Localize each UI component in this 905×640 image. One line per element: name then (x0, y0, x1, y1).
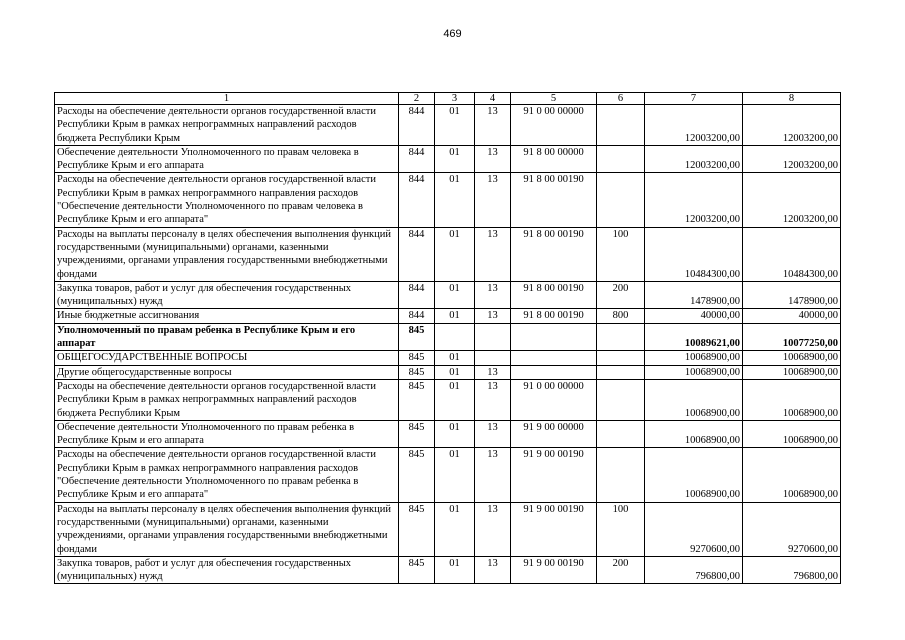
header-cell: 1 (55, 93, 399, 105)
table-row (55, 227, 841, 281)
row-expense-type-cell (597, 105, 645, 146)
row-amount-1-cell: 10068900,00 (645, 351, 743, 365)
header-cell: 2 (399, 93, 435, 105)
row-grbs-cell: 845 (399, 379, 435, 420)
row-grbs-cell: 844 (399, 173, 435, 227)
row-subsection-cell: 13 (475, 145, 511, 173)
row-expense-type-cell (597, 420, 645, 448)
table-row (55, 173, 841, 227)
row-expense-type-cell (597, 173, 645, 227)
row-amount-2-cell: 10484300,00 (743, 227, 841, 281)
row-section-cell: 01 (435, 365, 475, 379)
row-subsection-cell: 13 (475, 365, 511, 379)
row-expense-type-cell: 800 (597, 309, 645, 323)
row-section-cell: 01 (435, 420, 475, 448)
table-row (55, 281, 841, 309)
row-amount-1-cell: 10068900,00 (645, 420, 743, 448)
row-amount-2-cell: 796800,00 (743, 556, 841, 584)
row-section-cell (435, 323, 475, 351)
row-section-cell: 01 (435, 502, 475, 556)
header-cell: 4 (475, 93, 511, 105)
row-amount-1-cell: 10068900,00 (645, 448, 743, 502)
table-row (55, 365, 841, 379)
row-target-article-cell: 91 9 00 00190 (511, 556, 597, 584)
row-expense-type-cell (597, 351, 645, 365)
row-grbs-cell: 845 (399, 365, 435, 379)
table-header-row (55, 93, 841, 105)
row-amount-2-cell: 10068900,00 (743, 420, 841, 448)
row-subsection-cell: 13 (475, 448, 511, 502)
row-amount-1-cell: 1478900,00 (645, 281, 743, 309)
row-name-cell: Расходы на обеспечение деятельности органов государственной власти Республики Крым в рамках непрограммного направления расходов "Обеспечение деятельности Уполномоченного по правам ребенка в Республике Крым и его аппарата" (55, 448, 399, 502)
row-target-article-cell: 91 8 00 00190 (511, 309, 597, 323)
budget-table (54, 92, 841, 584)
row-target-article-cell: 91 8 00 00190 (511, 173, 597, 227)
row-amount-1-cell: 10089621,00 (645, 323, 743, 351)
row-subsection-cell: 13 (475, 173, 511, 227)
row-amount-1-cell: 12003200,00 (645, 145, 743, 173)
row-section-cell: 01 (435, 105, 475, 146)
table-row (55, 145, 841, 173)
row-subsection-cell: 13 (475, 420, 511, 448)
header-cell: 8 (743, 93, 841, 105)
row-name-cell: Закупка товаров, работ и услуг для обеспечения государственных (муниципальных) нужд (55, 556, 399, 584)
row-amount-2-cell: 10068900,00 (743, 365, 841, 379)
row-subsection-cell: 13 (475, 556, 511, 584)
header-cell: 7 (645, 93, 743, 105)
row-amount-1-cell: 10068900,00 (645, 379, 743, 420)
row-section-cell: 01 (435, 379, 475, 420)
row-name-cell: Обеспечение деятельности Уполномоченного по правам ребенка в Республике Крым и его аппарата (55, 420, 399, 448)
row-section-cell: 01 (435, 309, 475, 323)
row-grbs-cell: 845 (399, 448, 435, 502)
row-target-article-cell: 91 9 00 00000 (511, 420, 597, 448)
row-amount-1-cell: 10484300,00 (645, 227, 743, 281)
row-section-cell: 01 (435, 281, 475, 309)
row-name-cell: Расходы на обеспечение деятельности органов государственной власти Республики Крым в рамках непрограммного направления расходов "Обеспечение деятельности Уполномоченного по правам человека в Республике Крым и его аппарата" (55, 173, 399, 227)
row-target-article-cell (511, 365, 597, 379)
row-name-cell: Расходы на обеспечение деятельности органов государственной власти Республики Крым в рамках непрограммных направлений расходов бюджета Республики Крым (55, 379, 399, 420)
row-subsection-cell: 13 (475, 309, 511, 323)
row-subsection-cell: 13 (475, 379, 511, 420)
row-name-cell: Расходы на обеспечение деятельности органов государственной власти Республики Крым в рамках непрограммных направлений расходов бюджета Республики Крым (55, 105, 399, 146)
row-amount-2-cell: 40000,00 (743, 309, 841, 323)
row-amount-1-cell: 12003200,00 (645, 173, 743, 227)
row-subsection-cell: 13 (475, 227, 511, 281)
row-name-cell: Обеспечение деятельности Уполномоченного по правам человека в Республике Крым и его аппарата (55, 145, 399, 173)
row-amount-1-cell: 9270600,00 (645, 502, 743, 556)
row-section-cell: 01 (435, 145, 475, 173)
row-amount-1-cell: 10068900,00 (645, 365, 743, 379)
row-expense-type-cell (597, 145, 645, 173)
row-amount-1-cell: 12003200,00 (645, 105, 743, 146)
row-target-article-cell: 91 8 00 00000 (511, 145, 597, 173)
row-section-cell: 01 (435, 227, 475, 281)
row-section-cell: 01 (435, 173, 475, 227)
row-grbs-cell: 845 (399, 351, 435, 365)
row-amount-2-cell: 1478900,00 (743, 281, 841, 309)
header-cell: 3 (435, 93, 475, 105)
row-expense-type-cell (597, 323, 645, 351)
page-number: 469 (443, 28, 462, 40)
row-expense-type-cell: 200 (597, 281, 645, 309)
table-row (55, 448, 841, 502)
row-section-cell: 01 (435, 556, 475, 584)
table-row (55, 556, 841, 584)
row-name-cell: Закупка товаров, работ и услуг для обеспечения государственных (муниципальных) нужд (55, 281, 399, 309)
row-amount-2-cell: 9270600,00 (743, 502, 841, 556)
row-target-article-cell (511, 323, 597, 351)
row-expense-type-cell (597, 379, 645, 420)
row-amount-1-cell: 796800,00 (645, 556, 743, 584)
row-amount-1-cell: 40000,00 (645, 309, 743, 323)
header-cell: 6 (597, 93, 645, 105)
row-name-cell: Другие общегосударственные вопросы (55, 365, 399, 379)
row-amount-2-cell: 10077250,00 (743, 323, 841, 351)
row-grbs-cell: 844 (399, 145, 435, 173)
row-target-article-cell: 91 8 00 00190 (511, 227, 597, 281)
row-amount-2-cell: 12003200,00 (743, 173, 841, 227)
row-grbs-cell: 845 (399, 556, 435, 584)
row-expense-type-cell (597, 365, 645, 379)
row-subsection-cell: 13 (475, 502, 511, 556)
row-target-article-cell: 91 0 00 00000 (511, 379, 597, 420)
row-subsection-cell (475, 351, 511, 365)
row-target-article-cell (511, 351, 597, 365)
table-row (55, 502, 841, 556)
row-grbs-cell: 844 (399, 281, 435, 309)
row-name-cell: Уполномоченный по правам ребенка в Республике Крым и его аппарат (55, 323, 399, 351)
row-expense-type-cell: 200 (597, 556, 645, 584)
row-grbs-cell: 845 (399, 323, 435, 351)
row-section-cell: 01 (435, 351, 475, 365)
row-amount-2-cell: 12003200,00 (743, 145, 841, 173)
row-subsection-cell (475, 323, 511, 351)
row-amount-2-cell: 10068900,00 (743, 448, 841, 502)
row-expense-type-cell: 100 (597, 502, 645, 556)
row-expense-type-cell (597, 448, 645, 502)
row-expense-type-cell: 100 (597, 227, 645, 281)
header-cell: 5 (511, 93, 597, 105)
row-grbs-cell: 845 (399, 420, 435, 448)
table-row (55, 351, 841, 365)
row-amount-2-cell: 10068900,00 (743, 351, 841, 365)
row-target-article-cell: 91 8 00 00190 (511, 281, 597, 309)
table-row (55, 420, 841, 448)
row-name-cell: ОБЩЕГОСУДАРСТВЕННЫЕ ВОПРОСЫ (55, 351, 399, 365)
row-name-cell: Иные бюджетные ассигнования (55, 309, 399, 323)
row-target-article-cell: 91 9 00 00190 (511, 448, 597, 502)
row-name-cell: Расходы на выплаты персоналу в целях обеспечения выполнения функций государственными (муниципальными) органами, казенными учреждениями, органами управления государственными внебюджетными фондами (55, 227, 399, 281)
table-row (55, 309, 841, 323)
row-grbs-cell: 844 (399, 227, 435, 281)
row-target-article-cell: 91 9 00 00190 (511, 502, 597, 556)
row-grbs-cell: 844 (399, 105, 435, 146)
row-subsection-cell: 13 (475, 105, 511, 146)
row-section-cell: 01 (435, 448, 475, 502)
row-grbs-cell: 845 (399, 502, 435, 556)
table-row (55, 323, 841, 351)
row-amount-2-cell: 12003200,00 (743, 105, 841, 146)
row-target-article-cell: 91 0 00 00000 (511, 105, 597, 146)
row-subsection-cell: 13 (475, 281, 511, 309)
row-name-cell: Расходы на выплаты персоналу в целях обеспечения выполнения функций государственными (муниципальными) органами, казенными учреждениями, органами управления государственными внебюджетными фондами (55, 502, 399, 556)
table-row (55, 105, 841, 146)
row-grbs-cell: 844 (399, 309, 435, 323)
table-row (55, 379, 841, 420)
row-amount-2-cell: 10068900,00 (743, 379, 841, 420)
